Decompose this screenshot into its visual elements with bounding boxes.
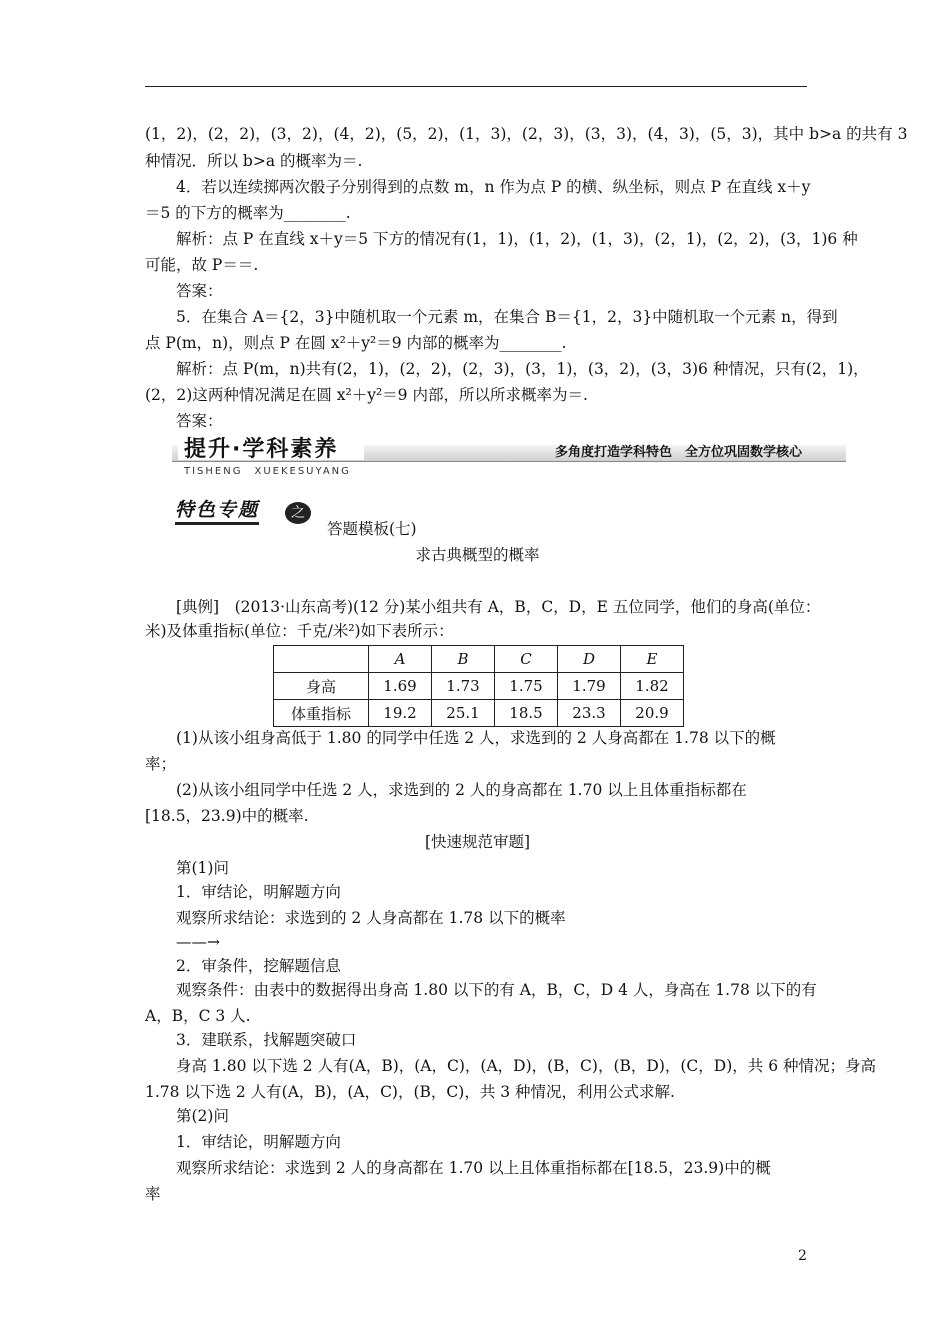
banner-tagline: 多角度打造学科特色 全方位巩固数学核心 — [554, 445, 802, 460]
text-line: 1.78 以下选 2 人有(A，B)，(A，C)，(B，C)，共 3 种情况，利用公式求解. — [145, 1083, 675, 1101]
data-table — [273, 645, 684, 727]
step-heading: 2．审条件，挖解题信息 — [176, 957, 341, 975]
text-line: 可能，故 P＝＝. — [145, 256, 259, 274]
step-heading: 3．建联系，找解题突破口 — [176, 1031, 357, 1049]
table-header-cell: A — [369, 646, 432, 673]
problem-5: 5．在集合 A＝{2，3}中随机取一个元素 m，在集合 B＝{1，2，3}中随机取一个元素 n，得到 — [176, 308, 838, 326]
topic-heading: 求古典概型的概率 — [415, 546, 540, 564]
table-cell: 23.3 — [558, 700, 621, 727]
arrow-icon: ——→ — [176, 933, 220, 951]
part-2-label: 第(2)问 — [176, 1107, 229, 1125]
table-cell: 1.73 — [432, 673, 495, 700]
special-topic-circle: 之 — [285, 502, 311, 524]
table-row — [274, 673, 684, 700]
special-topic-badge — [175, 496, 315, 526]
text-line: 种情况．所以 b>a 的概率为＝. — [145, 152, 363, 170]
table-cell: 19.2 — [369, 700, 432, 727]
step-heading: 1．审结论，明解题方向 — [176, 1133, 341, 1151]
banner-subtitle: TISHENG XUEKESUYANG — [184, 466, 351, 477]
text-line: 米)及体重指标(单位：千克/米²)如下表所示： — [145, 622, 454, 640]
step-heading: 1．审结论，明解题方向 — [176, 883, 341, 901]
table-cell: 身高 — [274, 673, 369, 700]
table-cell: 1.75 — [495, 673, 558, 700]
answer-label: 答案： — [176, 412, 223, 430]
step-text: 身高 1.80 以下选 2 人有(A，B)，(A，C)，(A，D)，(B，C)，(B，D)，(C，D)，共 6 种情况；身高 — [176, 1057, 876, 1075]
answer-label: 答案： — [176, 282, 223, 300]
text-line: [18.5，23.9)中的概率. — [145, 807, 309, 825]
solution-heading: [快速规范审题] — [424, 833, 531, 851]
solution-text: 解析：点 P(m，n)共有(2，1)，(2，2)，(2，3)，(3，1)，(3，2)，(3，3)6 种情况，只有(2，1)， — [176, 360, 869, 378]
text-line: (1，2)，(2，2)，(3，2)，(4，2)，(5，2)，(1，3)，(2，3)，(3，3)，(4，3)，(5，3)，其中 b>a 的共有 3 — [145, 125, 908, 143]
text-line: 率； — [145, 755, 177, 773]
table-cell: 体重指标 — [274, 700, 369, 727]
table-header-row — [274, 646, 684, 673]
problem-4: 4．若以连续掷两次骰子分别得到的点数 m，n 作为点 P 的横、纵坐标，则点 P 在直线 x＋y — [176, 178, 811, 196]
question-1: (1)从该小组身高低于 1.80 的同学中任选 2 人，求选到的 2 人身高都在 1.78 以下的概 — [176, 729, 776, 747]
table-cell: 18.5 — [495, 700, 558, 727]
banner-title: 提升·学科素养 — [178, 438, 364, 460]
table-header-cell: E — [621, 646, 684, 673]
table-cell: 1.82 — [621, 673, 684, 700]
section-banner — [172, 436, 846, 476]
step-text: 观察条件：由表中的数据得出身高 1.80 以下的有 A，B，C，D 4 人，身高在 1.78 以下的有 — [176, 981, 817, 999]
step-text: 观察所求结论：求选到 2 人的身高都在 1.70 以上且体重指标都在[18.5，23.9)中的概 — [176, 1159, 771, 1177]
text-line: 点 P(m，n)，则点 P 在圆 x²＋y²＝9 内部的概率为________. — [145, 334, 567, 352]
header-rule — [145, 86, 807, 87]
page-number: 2 — [798, 1248, 807, 1264]
table-cell — [274, 646, 369, 673]
table-cell: 25.1 — [432, 700, 495, 727]
special-topic-text: 特色专题 — [175, 498, 259, 525]
table-cell: 1.69 — [369, 673, 432, 700]
part-1-label: 第(1)问 — [176, 859, 229, 877]
table-cell: 20.9 — [621, 700, 684, 727]
table-header-cell: B — [432, 646, 495, 673]
text-line: ＝5 的下方的概率为________. — [145, 204, 351, 222]
table-header-cell: C — [495, 646, 558, 673]
table-cell: 1.79 — [558, 673, 621, 700]
template-label: 答题模板(七) — [327, 520, 417, 538]
text-line: (2，2)这两种情况满足在圆 x²＋y²＝9 内部，所以所求概率为＝. — [145, 386, 588, 404]
step-text: 观察所求结论：求选到的 2 人身高都在 1.78 以下的概率 — [176, 909, 566, 927]
table-row — [274, 700, 684, 727]
example-text: [典例] (2013·山东高考)(12 分)某小组共有 A，B，C，D，E 五位同学，他们的身高(单位： — [176, 598, 821, 616]
solution-text: 解析：点 P 在直线 x＋y＝5 下方的情况有(1，1)，(1，2)，(1，3)，(2，1)，(2，2)，(3，1)6 种 — [176, 230, 858, 248]
text-line: 率 — [145, 1185, 161, 1203]
text-line: A，B，C 3 人. — [145, 1007, 251, 1025]
question-2: (2)从该小组同学中任选 2 人，求选到的 2 人的身高都在 1.70 以上且体重指标都在 — [176, 781, 747, 799]
table-header-cell: D — [558, 646, 621, 673]
